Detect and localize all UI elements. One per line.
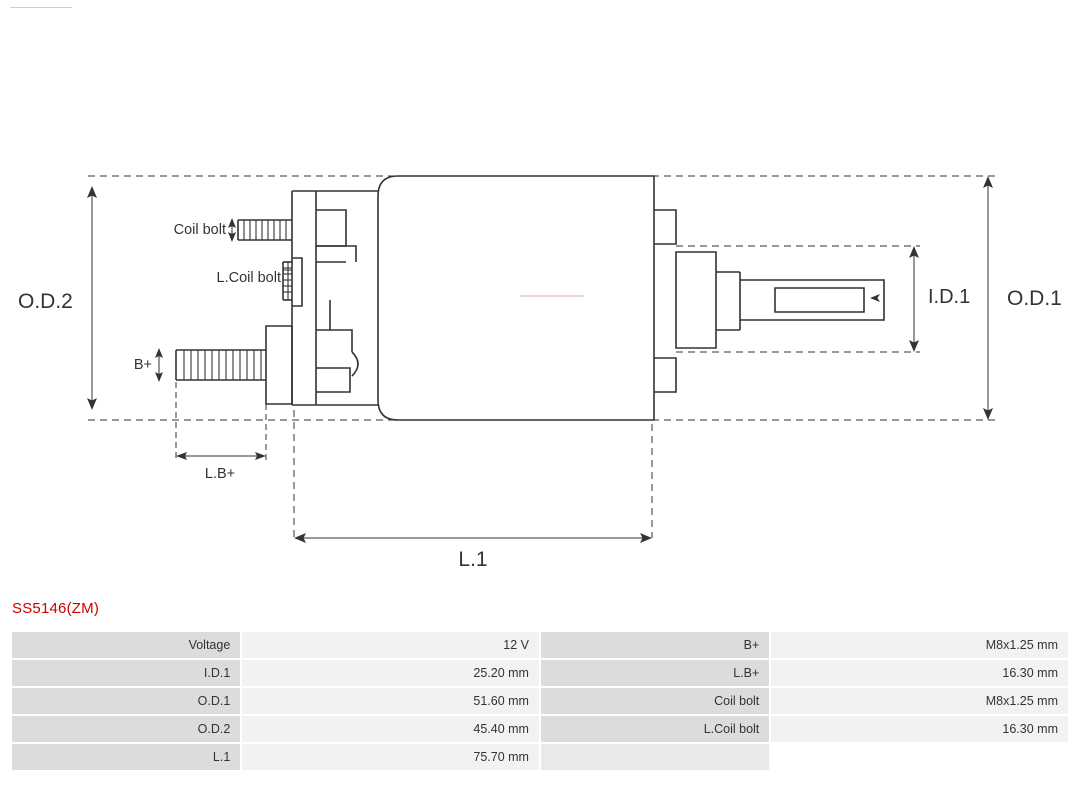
label-od1: O.D.1 [1007, 287, 1062, 310]
spec-empty-value [771, 744, 1068, 770]
table-row [12, 688, 1068, 714]
table-row [12, 632, 1068, 658]
spec-value: 51.60 mm [242, 688, 539, 714]
spec-label: L.1 [12, 744, 240, 770]
spec-label: O.D.1 [12, 688, 240, 714]
spec-value: 16.30 mm [771, 716, 1068, 742]
spec-value: 75.70 mm [242, 744, 539, 770]
spec-label: O.D.2 [12, 716, 240, 742]
spec-empty-label [541, 744, 769, 770]
table-row [12, 660, 1068, 686]
label-id1: I.D.1 [928, 286, 971, 308]
table-row [12, 744, 1068, 770]
spec-value: 12 V [242, 632, 539, 658]
label-coil-bolt: Coil bolt [173, 222, 226, 238]
spec-value: 25.20 mm [242, 660, 539, 686]
label-bplus: B+ [133, 357, 152, 373]
spec-label: B+ [541, 632, 769, 658]
spec-label: I.D.1 [12, 660, 240, 686]
specifications-table [10, 630, 1070, 772]
part-number: SS5146(ZM) [12, 600, 100, 617]
spec-label: Coil bolt [541, 688, 769, 714]
label-l1: L.1 [458, 548, 488, 571]
spec-value: 16.30 mm [771, 660, 1068, 686]
table-row [12, 716, 1068, 742]
spec-value: M8x1.25 mm [771, 688, 1068, 714]
label-l-coil-bolt: L.Coil bolt [216, 270, 281, 286]
spec-label: L.B+ [541, 660, 769, 686]
spec-label: Voltage [12, 632, 240, 658]
spec-value: 45.40 mm [242, 716, 539, 742]
spec-label: L.Coil bolt [541, 716, 769, 742]
label-lbplus: L.B+ [204, 466, 236, 482]
label-od2: O.D.2 [18, 290, 73, 313]
spec-value: M8x1.25 mm [771, 632, 1068, 658]
